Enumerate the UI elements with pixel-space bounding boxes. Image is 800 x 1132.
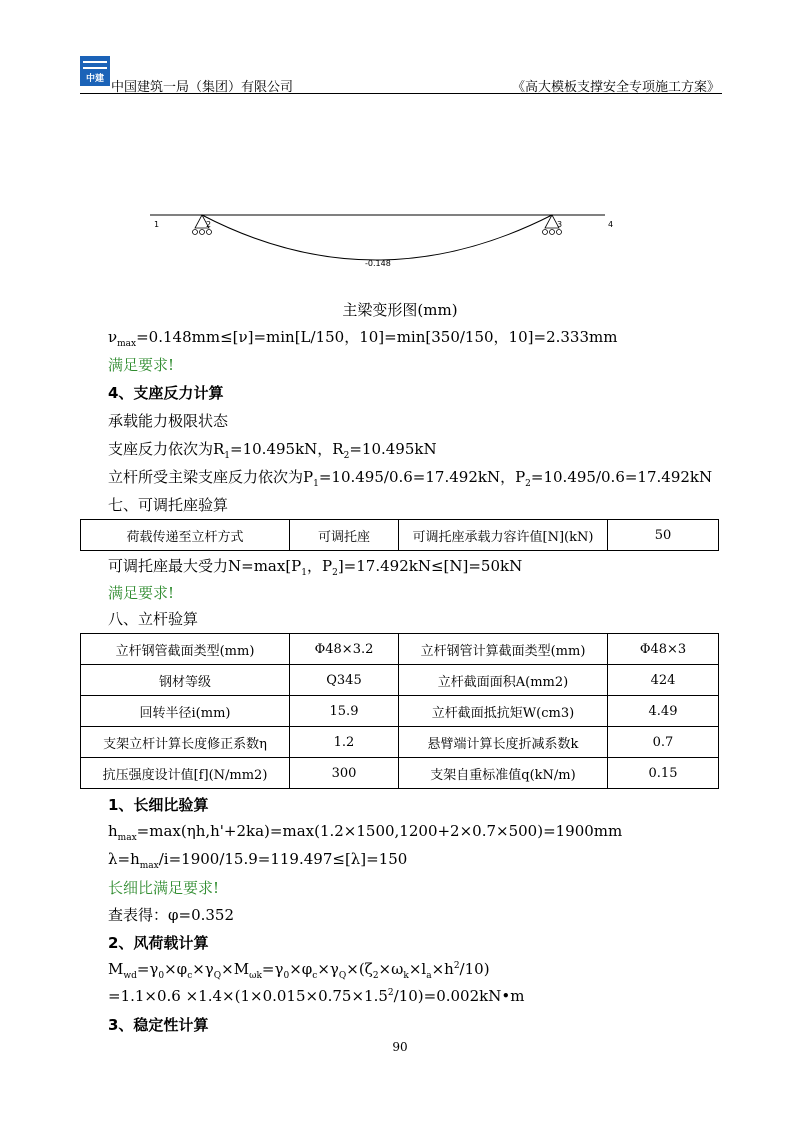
table-cell: 424 [608, 665, 719, 696]
node-label-2: 2 [206, 220, 212, 229]
limit-state-label: 承载能力极限状态 [108, 412, 229, 430]
phi-lookup: 查表得：φ=0.352 [108, 906, 235, 924]
heading-slenderness: 1、长细比验算 [108, 796, 209, 814]
table-cell: 悬臂端计算长度折减系数k [399, 727, 608, 758]
page-number: 90 [392, 1040, 408, 1054]
pole-parameters-table [80, 633, 719, 789]
figure-caption: 主梁变形图(mm) [342, 301, 458, 319]
table-row [81, 520, 719, 551]
mwd-formula-2: $=1.1\times 0.6 \times 1.4\times(1\times 0.015\times 0.75\times 1.5^2/10)=0.002kN•m$ [108, 987, 525, 1005]
result-ok-2: 满足要求! [108, 584, 175, 602]
table-cell: 回转半径i(mm) [81, 696, 290, 727]
table-cell: 立杆钢管截面类型(mm) [81, 634, 290, 665]
max-support-force: 可调托座最大受力$N=\max[P_1$，$P_2]=17.492kN\le[N]=50kN$ [108, 557, 523, 578]
table-cell: 4.49 [608, 696, 719, 727]
heading-stability: 3、稳定性计算 [108, 1016, 209, 1034]
deflection-curve [202, 215, 552, 260]
table-row [81, 727, 719, 758]
heading-adjustable-support: 七、可调托座验算 [108, 496, 229, 514]
table-row [81, 696, 719, 727]
table-cell: 立杆截面抵抗矩W(cm3) [399, 696, 608, 727]
adjustable-support-table [80, 519, 719, 551]
heading-support-reaction: 4、支座反力计算 [108, 384, 224, 402]
deflection-value-label: -0.148 [365, 259, 391, 268]
company-name: 中国建筑一局（集团）有限公司 [111, 80, 294, 95]
table-cell: 0.15 [608, 758, 719, 789]
table-cell: 1.2 [290, 727, 399, 758]
header-rule [80, 93, 722, 94]
document-title: 《高大模板支撑安全专项施工方案》 [511, 80, 720, 95]
table-cell: Q345 [290, 665, 399, 696]
table-cell: 50 [608, 520, 719, 551]
table-cell: 钢材等级 [81, 665, 290, 696]
node-label-3: 3 [557, 220, 563, 229]
result-ok-3: 长细比满足要求! [108, 879, 220, 897]
node-label-4: 4 [608, 220, 614, 229]
table-cell: 立杆钢管计算截面类型(mm) [399, 634, 608, 665]
table-row [81, 634, 719, 665]
result-ok-1: 满足要求! [108, 356, 175, 374]
company-logo [80, 56, 110, 86]
logo-text: 中建 [85, 74, 105, 84]
heading-wind-load: 2、风荷载计算 [108, 934, 209, 952]
table-cell: 15.9 [290, 696, 399, 727]
support-reactions: 支座反力依次为$R_1=10.495kN$，$R_2=10.495kN$ [108, 440, 437, 461]
beam-deflection-figure [140, 195, 620, 275]
pole-reactions: 立杆所受主梁支座反力依次为$P_1=10.495/0.6=17.492kN$，$P_2=10.495/0.6=17.492kN$ [108, 468, 713, 489]
mwd-formula-1: $M_{wd}=\gamma_0\times\varphi_c\times\gamma_Q\times M_{\omega k}=\gamma_0\times\varphi_c\times\gamma_Q\times(\zeta_2\times\omega_k\times l_a\times h^2/10)$ [108, 960, 490, 981]
table-cell: 可调托座 [290, 520, 399, 551]
table-cell: 支架自重标准值q(kN/m) [399, 758, 608, 789]
table-cell: 荷载传递至立杆方式 [81, 520, 290, 551]
table-cell: 0.7 [608, 727, 719, 758]
table-row [81, 665, 719, 696]
node-label-1: 1 [154, 220, 160, 229]
vmax-check: $\nu_{max}=0.148mm\le[\nu]=\min[L/150$，10]=min[350/150，10]=2.333mm [108, 328, 618, 349]
table-cell: 300 [290, 758, 399, 789]
table-cell: Φ48×3.2 [290, 634, 399, 665]
table-cell: 支架立杆计算长度修正系数η [81, 727, 290, 758]
heading-pole-check: 八、立杆验算 [108, 610, 199, 628]
hmax-formula: $h_{max}=\max(\eta h,h'+2ka)=\max(1.2\times 1500,1200+2\times 0.7\times 500)=1900mm$ [108, 822, 623, 843]
table-cell: Φ48×3 [608, 634, 719, 665]
table-row [81, 758, 719, 789]
table-cell: 可调托座承载力容许值[N](kN) [399, 520, 608, 551]
table-cell: 立杆截面面积A(mm2) [399, 665, 608, 696]
lambda-formula: $\lambda=h_{max}/i=1900/15.9=119.497\le[\lambda]=150$ [108, 850, 408, 871]
table-cell: 抗压强度设计值[f](N/mm2) [81, 758, 290, 789]
